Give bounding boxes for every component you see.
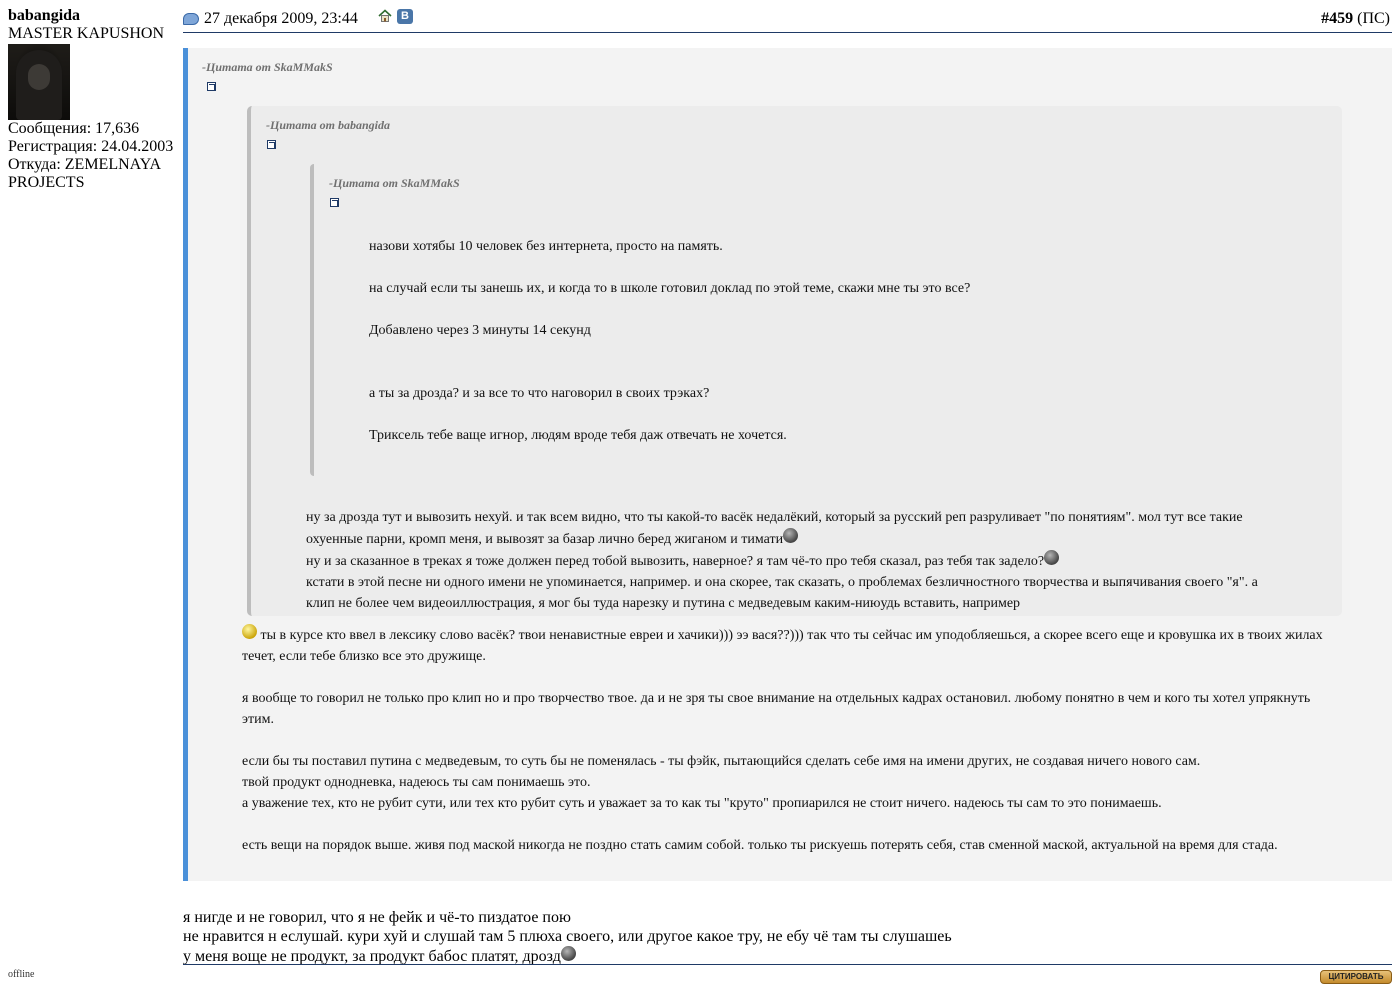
post-number-suffix: (ПС) — [1357, 10, 1390, 27]
jump-to-post-icon[interactable] — [267, 140, 276, 149]
post-line: я нигде и не говорил, что я не фейк и чё-то пиздатое пою — [183, 909, 571, 926]
status-badge: offline — [8, 969, 35, 980]
quote-title: -Цитата от babangida — [266, 118, 391, 132]
post-date: 27 декабря 2009, 23:44 — [204, 10, 358, 27]
quote-button[interactable]: ЦИТИРОВАТЬ — [1320, 970, 1392, 984]
author-location: Откуда: ZEMELNAYA PROJECTS — [8, 156, 161, 191]
post-line: не нравится н еслушай. кури хуй и слушай там 5 плюха своего, или другое какое тру, не ебу чё там ты слушашеь — [183, 928, 952, 945]
vk-icon[interactable]: В — [397, 9, 413, 24]
author-panel — [8, 7, 180, 192]
quote-text — [242, 624, 1337, 856]
post-number-value[interactable]: #459 — [1321, 10, 1354, 27]
post-icon — [183, 13, 199, 25]
author-username[interactable]: babangida — [8, 7, 81, 24]
jump-to-post-icon[interactable] — [330, 198, 339, 207]
smile-icon — [1044, 550, 1059, 565]
quote-text: назови хотябы 10 человек без интернета, просто на память. на случай если ты занешь их, и когда то в школе готовил доклад по этой теме, скажи мне ты это все? Добавлено через 3 минуты 14 секунд а ты за дрозда? и за все то что наговорил в своих трэках? Триксель тебе ваще игнор, людям вроде тебя даж отвечать не хочется. — [369, 239, 971, 443]
post — [183, 0, 1392, 981]
quote-line: ну за дрозда тут и вывозить нехуй. и так всем видно, что ты какой-то васёк недалёкий, который за русский реп разруливает "по понятиям". мол тут все такие охуенные парни, кромп меня, и вывозят за базар лично беред жиганом и тимати — [306, 510, 1243, 547]
quote-line: ну и за сказанное в треках я тоже должен перед тобой вывозить, наверное? я там чё-то про тебя сказал, раз тебя так задело? — [306, 554, 1045, 569]
smile-icon — [783, 528, 798, 543]
post-number[interactable] — [1321, 10, 1390, 28]
home-icon[interactable] — [378, 9, 392, 23]
jump-to-post-icon[interactable] — [207, 82, 216, 91]
author-registered: Регистрация: 24.04.2003 — [8, 138, 174, 155]
author-rank: MASTER KAPUSHON — [8, 25, 165, 42]
quote-line: кстати в этой песне ни одного имени не упоминается, например. и она скорее, так сказать, о проблемах безличностного творчества и выпячивания своего "я". а клип не более чем видеоиллюстрация, я мог бы туда нарезку и путина с медведевым каким-ниюудь вставить, например — [306, 575, 1258, 611]
smile-icon — [561, 946, 576, 961]
quote-title: -Цитата от SkaMMakS — [202, 60, 333, 74]
post-body — [183, 889, 952, 966]
quote-text — [306, 486, 1276, 614]
quote-block-inner — [310, 164, 1346, 476]
quote-block-middle — [247, 106, 1342, 616]
post-header — [183, 0, 1392, 33]
quote-block-outer — [183, 48, 1392, 881]
quote-title: -Цитата от SkaMMakS — [329, 176, 460, 190]
author-messages: Сообщения: 17,636 — [8, 120, 140, 137]
post-date-wrap — [183, 10, 358, 28]
post-line: у меня воще не продукт, за продукт бабос платят, дрозд — [183, 948, 561, 965]
quote-body: ты в курсе кто ввел в лексику слово васёк? твои ненавистные евреи и хачики))) ээ вася??))) так что ты сейчас им уподобляешься, а скорее всего еще и кровушка их в твоих жилах течет, если тебе близко все это дружище. я вообще то говорил не только про клип но и про творчество твое. да и не зря ты свое внимание на отдельных кадрах остановил. любому понятно в чем и кого ты хотел упрякнуть этим. если бы ты поставил путина с медведевым, то суть бы не поменялась - ты фэйк, пытающийся сделать себе имя на имени других, не создавая ничего нового сам. твой продукт однодневка, надеюсь ты сам понимаешь это. а уважение тех, кто не рубит сути, или тех кто рубит суть и уважает за то как ты "круто" пропиарился не стоит ничего. надеюсь ты сам то это понимаешь. есть вещи на порядок выше. живя под маской никогда не поздно стать самим собой. только ты рискуешь потерять себя, став сменной маской, актуальной на время для стада. — [242, 628, 1323, 853]
post-divider — [183, 964, 1392, 965]
avatar[interactable] — [8, 44, 70, 120]
grin-icon — [242, 624, 257, 639]
